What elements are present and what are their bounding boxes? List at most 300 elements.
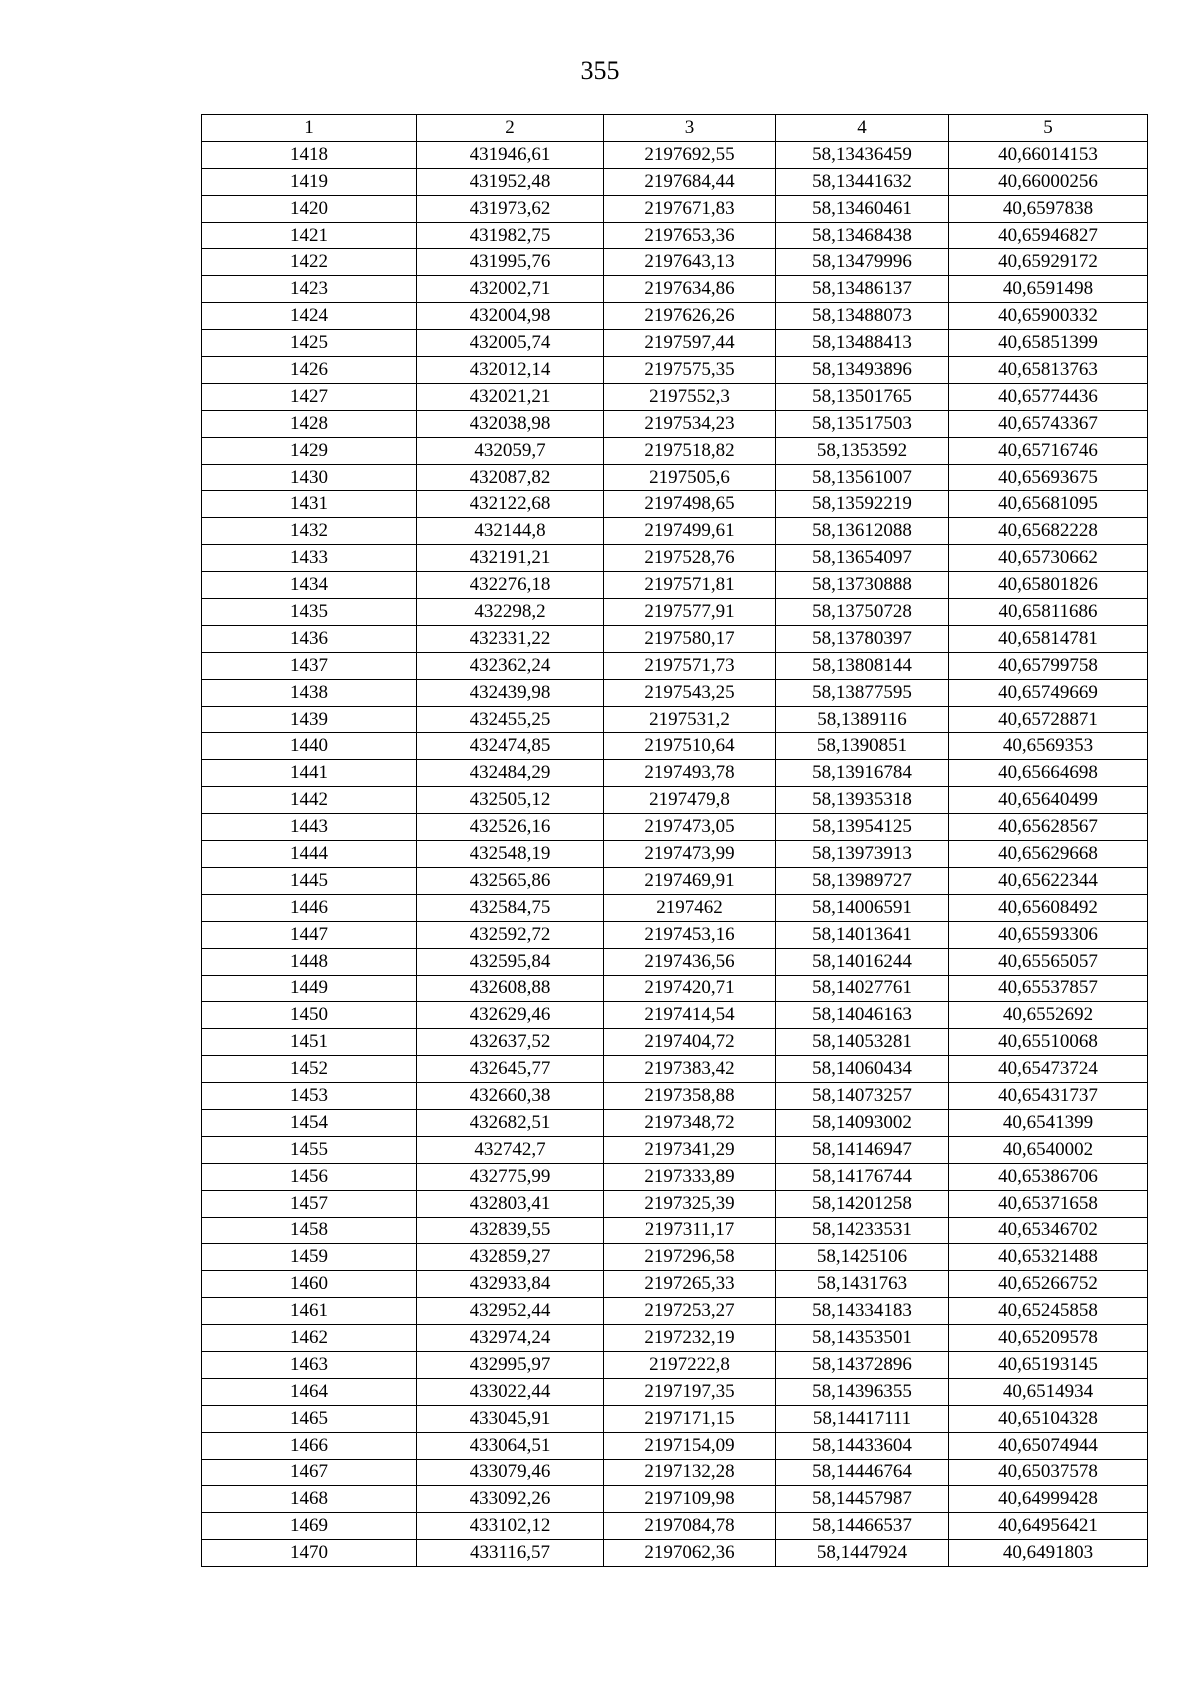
table-row — [202, 625, 1148, 652]
x-coordinate-cell: 432002,71 — [417, 276, 604, 303]
table-row — [202, 1190, 1148, 1217]
longitude-cell: 40,6591498 — [949, 276, 1148, 303]
y-coordinate-cell: 2197171,15 — [604, 1405, 776, 1432]
latitude-cell: 58,14372896 — [776, 1351, 949, 1378]
latitude-cell: 58,13479996 — [776, 249, 949, 276]
table-row — [202, 814, 1148, 841]
latitude-cell: 58,14353501 — [776, 1325, 949, 1352]
latitude-cell: 58,13989727 — [776, 867, 949, 894]
longitude-cell: 40,65209578 — [949, 1325, 1148, 1352]
latitude-cell: 58,14466537 — [776, 1513, 949, 1540]
table-row — [202, 357, 1148, 384]
point-number-cell: 1466 — [202, 1432, 417, 1459]
y-coordinate-cell: 2197580,17 — [604, 625, 776, 652]
longitude-cell: 40,6514934 — [949, 1378, 1148, 1405]
table-row — [202, 841, 1148, 868]
x-coordinate-cell: 432505,12 — [417, 787, 604, 814]
table-row — [202, 141, 1148, 168]
latitude-cell: 58,14046163 — [776, 1002, 949, 1029]
point-number-cell: 1419 — [202, 168, 417, 195]
x-coordinate-cell: 433116,57 — [417, 1540, 604, 1567]
y-coordinate-cell: 2197552,3 — [604, 383, 776, 410]
x-coordinate-cell: 433022,44 — [417, 1378, 604, 1405]
latitude-cell: 58,14334183 — [776, 1298, 949, 1325]
longitude-cell: 40,65813763 — [949, 357, 1148, 384]
y-coordinate-cell: 2197265,33 — [604, 1271, 776, 1298]
point-number-cell: 1445 — [202, 867, 417, 894]
latitude-cell: 58,13750728 — [776, 599, 949, 626]
latitude-cell: 58,13935318 — [776, 787, 949, 814]
longitude-cell: 40,65321488 — [949, 1244, 1148, 1271]
x-coordinate-cell: 432005,74 — [417, 330, 604, 357]
x-coordinate-cell: 432455,25 — [417, 706, 604, 733]
longitude-cell: 40,65693675 — [949, 464, 1148, 491]
latitude-cell: 58,13612088 — [776, 518, 949, 545]
table-row — [202, 545, 1148, 572]
table-row — [202, 1083, 1148, 1110]
table-row — [202, 168, 1148, 195]
point-number-cell: 1447 — [202, 921, 417, 948]
y-coordinate-cell: 2197311,17 — [604, 1217, 776, 1244]
x-coordinate-cell: 432775,99 — [417, 1163, 604, 1190]
point-number-cell: 1453 — [202, 1083, 417, 1110]
point-number-cell: 1458 — [202, 1217, 417, 1244]
latitude-cell: 58,13954125 — [776, 814, 949, 841]
point-number-cell: 1437 — [202, 652, 417, 679]
longitude-cell: 40,65801826 — [949, 572, 1148, 599]
longitude-cell: 40,65537857 — [949, 975, 1148, 1002]
column-header-2: 2 — [417, 115, 604, 142]
point-number-cell: 1431 — [202, 491, 417, 518]
point-number-cell: 1420 — [202, 195, 417, 222]
point-number-cell: 1452 — [202, 1056, 417, 1083]
latitude-cell: 58,14073257 — [776, 1083, 949, 1110]
column-header-1: 1 — [202, 115, 417, 142]
point-number-cell: 1449 — [202, 975, 417, 1002]
table-row — [202, 1029, 1148, 1056]
x-coordinate-cell: 432087,82 — [417, 464, 604, 491]
longitude-cell: 40,65245858 — [949, 1298, 1148, 1325]
latitude-cell: 58,1390851 — [776, 733, 949, 760]
column-header-4: 4 — [776, 115, 949, 142]
x-coordinate-cell: 433064,51 — [417, 1432, 604, 1459]
table-row — [202, 195, 1148, 222]
table-row — [202, 1351, 1148, 1378]
x-coordinate-cell: 432059,7 — [417, 437, 604, 464]
point-number-cell: 1462 — [202, 1325, 417, 1352]
latitude-cell: 58,1447924 — [776, 1540, 949, 1567]
x-coordinate-cell: 432012,14 — [417, 357, 604, 384]
table-row — [202, 1298, 1148, 1325]
table-row — [202, 652, 1148, 679]
x-coordinate-cell: 432021,21 — [417, 383, 604, 410]
longitude-cell: 40,65749669 — [949, 679, 1148, 706]
latitude-cell: 58,1431763 — [776, 1271, 949, 1298]
table-row — [202, 1002, 1148, 1029]
x-coordinate-cell: 432439,98 — [417, 679, 604, 706]
longitude-cell: 40,64999428 — [949, 1486, 1148, 1513]
latitude-cell: 58,14053281 — [776, 1029, 949, 1056]
longitude-cell: 40,65929172 — [949, 249, 1148, 276]
x-coordinate-cell: 432362,24 — [417, 652, 604, 679]
point-number-cell: 1457 — [202, 1190, 417, 1217]
latitude-cell: 58,13493896 — [776, 357, 949, 384]
x-coordinate-cell: 432995,97 — [417, 1351, 604, 1378]
table-row — [202, 1109, 1148, 1136]
table-row — [202, 518, 1148, 545]
latitude-cell: 58,14201258 — [776, 1190, 949, 1217]
x-coordinate-cell: 432298,2 — [417, 599, 604, 626]
longitude-cell: 40,65681095 — [949, 491, 1148, 518]
y-coordinate-cell: 2197671,83 — [604, 195, 776, 222]
latitude-cell: 58,14146947 — [776, 1136, 949, 1163]
y-coordinate-cell: 2197462 — [604, 894, 776, 921]
table-row — [202, 303, 1148, 330]
longitude-cell: 40,65851399 — [949, 330, 1148, 357]
y-coordinate-cell: 2197109,98 — [604, 1486, 776, 1513]
y-coordinate-cell: 2197358,88 — [604, 1083, 776, 1110]
point-number-cell: 1436 — [202, 625, 417, 652]
longitude-cell: 40,6552692 — [949, 1002, 1148, 1029]
column-header-5: 5 — [949, 115, 1148, 142]
y-coordinate-cell: 2197325,39 — [604, 1190, 776, 1217]
point-number-cell: 1456 — [202, 1163, 417, 1190]
latitude-cell: 58,14457987 — [776, 1486, 949, 1513]
table-row — [202, 491, 1148, 518]
latitude-cell: 58,14006591 — [776, 894, 949, 921]
longitude-cell: 40,6597838 — [949, 195, 1148, 222]
x-coordinate-cell: 432331,22 — [417, 625, 604, 652]
table-row — [202, 894, 1148, 921]
table-row — [202, 276, 1148, 303]
latitude-cell: 58,13501765 — [776, 383, 949, 410]
y-coordinate-cell: 2197575,35 — [604, 357, 776, 384]
x-coordinate-cell: 432608,88 — [417, 975, 604, 1002]
table-row — [202, 1217, 1148, 1244]
longitude-cell: 40,65814781 — [949, 625, 1148, 652]
y-coordinate-cell: 2197571,81 — [604, 572, 776, 599]
latitude-cell: 58,1425106 — [776, 1244, 949, 1271]
longitude-cell: 40,65946827 — [949, 222, 1148, 249]
latitude-cell: 58,13488413 — [776, 330, 949, 357]
longitude-cell: 40,65664698 — [949, 760, 1148, 787]
latitude-cell: 58,14446764 — [776, 1459, 949, 1486]
table-row — [202, 1163, 1148, 1190]
latitude-cell: 58,13973913 — [776, 841, 949, 868]
point-number-cell: 1461 — [202, 1298, 417, 1325]
header-row — [202, 115, 1148, 142]
x-coordinate-cell: 432859,27 — [417, 1244, 604, 1271]
y-coordinate-cell: 2197436,56 — [604, 948, 776, 975]
table-row — [202, 706, 1148, 733]
table-row — [202, 679, 1148, 706]
latitude-cell: 58,13488073 — [776, 303, 949, 330]
point-number-cell: 1442 — [202, 787, 417, 814]
y-coordinate-cell: 2197473,05 — [604, 814, 776, 841]
longitude-cell: 40,65629668 — [949, 841, 1148, 868]
longitude-cell: 40,65640499 — [949, 787, 1148, 814]
point-number-cell: 1435 — [202, 599, 417, 626]
x-coordinate-cell: 432038,98 — [417, 410, 604, 437]
point-number-cell: 1451 — [202, 1029, 417, 1056]
y-coordinate-cell: 2197341,29 — [604, 1136, 776, 1163]
latitude-cell: 58,13436459 — [776, 141, 949, 168]
y-coordinate-cell: 2197420,71 — [604, 975, 776, 1002]
point-number-cell: 1459 — [202, 1244, 417, 1271]
x-coordinate-cell: 432565,86 — [417, 867, 604, 894]
y-coordinate-cell: 2197383,42 — [604, 1056, 776, 1083]
latitude-cell: 58,13441632 — [776, 168, 949, 195]
longitude-cell: 40,65371658 — [949, 1190, 1148, 1217]
point-number-cell: 1428 — [202, 410, 417, 437]
point-number-cell: 1438 — [202, 679, 417, 706]
x-coordinate-cell: 432803,41 — [417, 1190, 604, 1217]
point-number-cell: 1455 — [202, 1136, 417, 1163]
y-coordinate-cell: 2197643,13 — [604, 249, 776, 276]
longitude-cell: 40,65565057 — [949, 948, 1148, 975]
point-number-cell: 1439 — [202, 706, 417, 733]
point-number-cell: 1421 — [202, 222, 417, 249]
latitude-cell: 58,1353592 — [776, 437, 949, 464]
longitude-cell: 40,65431737 — [949, 1083, 1148, 1110]
longitude-cell: 40,65811686 — [949, 599, 1148, 626]
longitude-cell: 40,65104328 — [949, 1405, 1148, 1432]
latitude-cell: 58,14433604 — [776, 1432, 949, 1459]
longitude-cell: 40,66000256 — [949, 168, 1148, 195]
y-coordinate-cell: 2197062,36 — [604, 1540, 776, 1567]
longitude-cell: 40,65728871 — [949, 706, 1148, 733]
point-number-cell: 1430 — [202, 464, 417, 491]
table-row — [202, 1244, 1148, 1271]
x-coordinate-cell: 432122,68 — [417, 491, 604, 518]
latitude-cell: 58,14176744 — [776, 1163, 949, 1190]
table-row — [202, 760, 1148, 787]
point-number-cell: 1422 — [202, 249, 417, 276]
x-coordinate-cell: 433092,26 — [417, 1486, 604, 1513]
point-number-cell: 1463 — [202, 1351, 417, 1378]
y-coordinate-cell: 2197510,64 — [604, 733, 776, 760]
x-coordinate-cell: 432933,84 — [417, 1271, 604, 1298]
y-coordinate-cell: 2197197,35 — [604, 1378, 776, 1405]
table-row — [202, 787, 1148, 814]
x-coordinate-cell: 432484,29 — [417, 760, 604, 787]
latitude-cell: 58,13517503 — [776, 410, 949, 437]
table-body — [202, 141, 1148, 1566]
point-number-cell: 1450 — [202, 1002, 417, 1029]
latitude-cell: 58,14093002 — [776, 1109, 949, 1136]
longitude-cell: 40,65743367 — [949, 410, 1148, 437]
y-coordinate-cell: 2197653,36 — [604, 222, 776, 249]
page-number: 355 — [580, 56, 620, 85]
latitude-cell: 58,13592219 — [776, 491, 949, 518]
y-coordinate-cell: 2197692,55 — [604, 141, 776, 168]
point-number-cell: 1432 — [202, 518, 417, 545]
point-number-cell: 1465 — [202, 1405, 417, 1432]
y-coordinate-cell: 2197634,86 — [604, 276, 776, 303]
table-row — [202, 1271, 1148, 1298]
y-coordinate-cell: 2197232,19 — [604, 1325, 776, 1352]
y-coordinate-cell: 2197571,73 — [604, 652, 776, 679]
point-number-cell: 1444 — [202, 841, 417, 868]
y-coordinate-cell: 2197348,72 — [604, 1109, 776, 1136]
table-row — [202, 330, 1148, 357]
point-number-cell: 1454 — [202, 1109, 417, 1136]
x-coordinate-cell: 432974,24 — [417, 1325, 604, 1352]
table-row — [202, 1459, 1148, 1486]
x-coordinate-cell: 431982,75 — [417, 222, 604, 249]
y-coordinate-cell: 2197473,99 — [604, 841, 776, 868]
longitude-cell: 40,65900332 — [949, 303, 1148, 330]
table-row — [202, 733, 1148, 760]
table-row — [202, 599, 1148, 626]
point-number-cell: 1434 — [202, 572, 417, 599]
x-coordinate-cell: 432592,72 — [417, 921, 604, 948]
y-coordinate-cell: 2197404,72 — [604, 1029, 776, 1056]
x-coordinate-cell: 431952,48 — [417, 168, 604, 195]
longitude-cell: 40,65682228 — [949, 518, 1148, 545]
longitude-cell: 40,65622344 — [949, 867, 1148, 894]
table-header — [202, 115, 1148, 142]
table-row — [202, 1325, 1148, 1352]
longitude-cell: 40,6540002 — [949, 1136, 1148, 1163]
y-coordinate-cell: 2197296,58 — [604, 1244, 776, 1271]
point-number-cell: 1443 — [202, 814, 417, 841]
latitude-cell: 58,1389116 — [776, 706, 949, 733]
latitude-cell: 58,13561007 — [776, 464, 949, 491]
x-coordinate-cell: 432004,98 — [417, 303, 604, 330]
point-number-cell: 1460 — [202, 1271, 417, 1298]
table-row — [202, 464, 1148, 491]
latitude-cell: 58,13808144 — [776, 652, 949, 679]
point-number-cell: 1424 — [202, 303, 417, 330]
y-coordinate-cell: 2197084,78 — [604, 1513, 776, 1540]
longitude-cell: 40,65037578 — [949, 1459, 1148, 1486]
x-coordinate-cell: 431973,62 — [417, 195, 604, 222]
x-coordinate-cell: 432548,19 — [417, 841, 604, 868]
x-coordinate-cell: 431995,76 — [417, 249, 604, 276]
latitude-cell: 58,13916784 — [776, 760, 949, 787]
longitude-cell: 40,65510068 — [949, 1029, 1148, 1056]
y-coordinate-cell: 2197684,44 — [604, 168, 776, 195]
x-coordinate-cell: 432144,8 — [417, 518, 604, 545]
longitude-cell: 40,66014153 — [949, 141, 1148, 168]
x-coordinate-cell: 432474,85 — [417, 733, 604, 760]
latitude-cell: 58,13468438 — [776, 222, 949, 249]
point-number-cell: 1418 — [202, 141, 417, 168]
table-row — [202, 1405, 1148, 1432]
table-row — [202, 1378, 1148, 1405]
longitude-cell: 40,65193145 — [949, 1351, 1148, 1378]
point-number-cell: 1467 — [202, 1459, 417, 1486]
latitude-cell: 58,13780397 — [776, 625, 949, 652]
longitude-cell: 40,65346702 — [949, 1217, 1148, 1244]
y-coordinate-cell: 2197531,2 — [604, 706, 776, 733]
longitude-cell: 40,65730662 — [949, 545, 1148, 572]
point-number-cell: 1425 — [202, 330, 417, 357]
longitude-cell: 40,65799758 — [949, 652, 1148, 679]
x-coordinate-cell: 433079,46 — [417, 1459, 604, 1486]
table-row — [202, 1513, 1148, 1540]
y-coordinate-cell: 2197498,65 — [604, 491, 776, 518]
latitude-cell: 58,13654097 — [776, 545, 949, 572]
point-number-cell: 1468 — [202, 1486, 417, 1513]
point-number-cell: 1427 — [202, 383, 417, 410]
x-coordinate-cell: 432191,21 — [417, 545, 604, 572]
point-number-cell: 1470 — [202, 1540, 417, 1567]
x-coordinate-cell: 432660,38 — [417, 1083, 604, 1110]
point-number-cell: 1446 — [202, 894, 417, 921]
y-coordinate-cell: 2197333,89 — [604, 1163, 776, 1190]
y-coordinate-cell: 2197626,26 — [604, 303, 776, 330]
y-coordinate-cell: 2197518,82 — [604, 437, 776, 464]
point-number-cell: 1464 — [202, 1378, 417, 1405]
point-number-cell: 1440 — [202, 733, 417, 760]
latitude-cell: 58,14396355 — [776, 1378, 949, 1405]
column-header-3: 3 — [604, 115, 776, 142]
point-number-cell: 1426 — [202, 357, 417, 384]
table-row — [202, 1432, 1148, 1459]
longitude-cell: 40,6541399 — [949, 1109, 1148, 1136]
latitude-cell: 58,13730888 — [776, 572, 949, 599]
x-coordinate-cell: 432645,77 — [417, 1056, 604, 1083]
x-coordinate-cell: 432839,55 — [417, 1217, 604, 1244]
table-row — [202, 975, 1148, 1002]
y-coordinate-cell: 2197577,91 — [604, 599, 776, 626]
table-row — [202, 249, 1148, 276]
longitude-cell: 40,65266752 — [949, 1271, 1148, 1298]
x-coordinate-cell: 432584,75 — [417, 894, 604, 921]
y-coordinate-cell: 2197453,16 — [604, 921, 776, 948]
point-number-cell: 1423 — [202, 276, 417, 303]
table-row — [202, 383, 1148, 410]
latitude-cell: 58,14027761 — [776, 975, 949, 1002]
x-coordinate-cell: 433102,12 — [417, 1513, 604, 1540]
latitude-cell: 58,13460461 — [776, 195, 949, 222]
y-coordinate-cell: 2197414,54 — [604, 1002, 776, 1029]
latitude-cell: 58,13486137 — [776, 276, 949, 303]
longitude-cell: 40,65716746 — [949, 437, 1148, 464]
point-number-cell: 1448 — [202, 948, 417, 975]
longitude-cell: 40,64956421 — [949, 1513, 1148, 1540]
latitude-cell: 58,14233531 — [776, 1217, 949, 1244]
y-coordinate-cell: 2197597,44 — [604, 330, 776, 357]
x-coordinate-cell: 432637,52 — [417, 1029, 604, 1056]
y-coordinate-cell: 2197543,25 — [604, 679, 776, 706]
table-row — [202, 1486, 1148, 1513]
x-coordinate-cell: 432629,46 — [417, 1002, 604, 1029]
longitude-cell: 40,6569353 — [949, 733, 1148, 760]
table-row — [202, 1136, 1148, 1163]
table-row — [202, 1056, 1148, 1083]
table-row — [202, 572, 1148, 599]
point-number-cell: 1429 — [202, 437, 417, 464]
latitude-cell: 58,14016244 — [776, 948, 949, 975]
table-row — [202, 948, 1148, 975]
longitude-cell: 40,65473724 — [949, 1056, 1148, 1083]
longitude-cell: 40,65074944 — [949, 1432, 1148, 1459]
table-row — [202, 1540, 1148, 1567]
y-coordinate-cell: 2197528,76 — [604, 545, 776, 572]
y-coordinate-cell: 2197493,78 — [604, 760, 776, 787]
y-coordinate-cell: 2197499,61 — [604, 518, 776, 545]
point-number-cell: 1469 — [202, 1513, 417, 1540]
longitude-cell: 40,65774436 — [949, 383, 1148, 410]
y-coordinate-cell: 2197534,23 — [604, 410, 776, 437]
y-coordinate-cell: 2197469,91 — [604, 867, 776, 894]
x-coordinate-cell: 432276,18 — [417, 572, 604, 599]
longitude-cell: 40,65628567 — [949, 814, 1148, 841]
x-coordinate-cell: 432952,44 — [417, 1298, 604, 1325]
